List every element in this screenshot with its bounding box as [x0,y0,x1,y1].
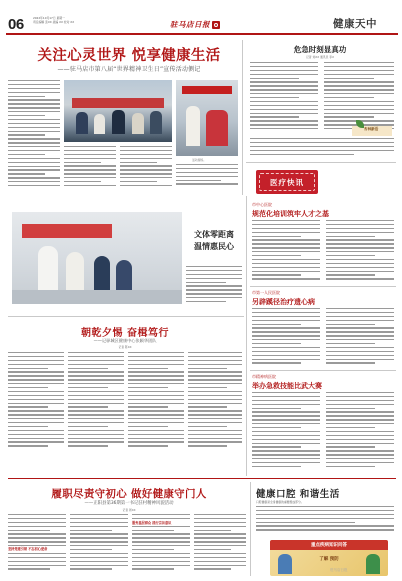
seal-icon [212,21,220,29]
promo-title: 医疗快讯 [270,178,304,187]
volunteer-headline [186,228,242,252]
date-line: 2022年10月17日 星期一 [33,16,65,20]
volunteer-caption [186,266,242,306]
right-top-body-col1 [250,62,318,134]
news-body-3b [326,392,394,472]
elderly-body-col2 [68,352,124,452]
lead-body-col4 [176,164,238,190]
news-headline-1: 规范化培训筑牢人才之基 [252,209,329,218]
news-body-2a [252,308,320,368]
bottom-body-col4 [194,514,246,574]
health-body: 口腔健康是全身健康的重要组成部分。 [256,500,304,504]
elderly-body-col1 [8,352,64,452]
column-label-box [352,118,392,136]
bottom-headline: 履职尽责守初心 做好健康守门人 [51,488,207,500]
lead-body-col3 [120,146,172,190]
elderly-subheadline: ——记驿城区健康中心张颖华团队 [93,338,157,343]
section-title: 健康天中 [333,18,377,30]
news-source-3: 市精神病医院 [252,374,276,379]
promo-box [256,170,318,194]
bottom-body-col2 [70,514,128,574]
elderly-body-col4 [188,352,242,452]
bottom-byline: 记者 周XX [122,508,136,512]
news-body-1a [252,220,320,282]
right-top-byline: 记者 刘XX 通讯员 李X [306,55,334,59]
news-source-2: 市第一人民医院 [252,290,280,295]
health-body-lines [256,506,394,536]
lead-body-col1 [8,80,60,190]
bottom-section-head-2: 服务基层群众 践行宗旨意识 [132,520,190,525]
bottom-section-head-1: 坚持党建引领 不忘初心使命 [8,546,66,551]
footer-ad-line1: 重点疾病知识问答 [311,543,347,548]
volunteer-photo [12,212,182,304]
page-number: 06 [8,16,24,33]
editor-line: 责任编辑 张XX 美编 XX 校对 XX [33,20,75,25]
footer-ad-line2: 了解 预防 [319,557,339,562]
footer-ad-figure-2 [366,554,380,574]
news-headline-2: 另辟蹊径治疗遗心病 [252,297,315,306]
lead-photo-caption: 活动现场。 [192,158,206,162]
right-top-headline: 危急时刻显真功 [293,45,347,54]
column-label: 杏林新语 [364,127,379,131]
news-source-1: 市中心医院 [252,202,272,207]
news-body-1b [326,220,394,282]
lead-photo [64,80,172,142]
elderly-headline: 朝乾夕惕 奋楫笃行 [81,328,169,339]
lead-photo-2 [176,80,238,156]
masthead-meta [33,16,113,24]
news-headline-3: 举办急救技能比武大赛 [252,381,322,390]
lead-subheadline: ——驻马店市第八届“世界精神卫生日”宣传活动侧记 [57,66,201,73]
elderly-byline: 记者 陈XX [118,345,132,349]
column-body [250,138,394,158]
volunteer-headline-line2: 温情惠民心 [194,241,234,251]
bottom-body-col1 [8,514,66,574]
elderly-body-col3 [128,352,184,452]
volunteer-headline-line1: 文体零距离 [194,229,234,239]
paper-logo [170,19,220,30]
footer-ad [270,540,388,576]
paper-name: 驻马店日报 [170,20,210,29]
news-body-3a [252,392,320,472]
lead-headline: 关注心灵世界 悦享健康生活 [37,47,221,64]
bottom-subheadline: ——正阳县第36期第一书记驻村精神风貌活动 [84,501,174,506]
lead-body-col2 [64,146,116,190]
watermark: 驻马店日报 [330,568,348,572]
masthead-rule [6,33,398,35]
news-body-2b [326,308,394,368]
health-headline: 健康口腔 和谐生活 [256,489,340,500]
footer-ad-figure [278,554,292,574]
